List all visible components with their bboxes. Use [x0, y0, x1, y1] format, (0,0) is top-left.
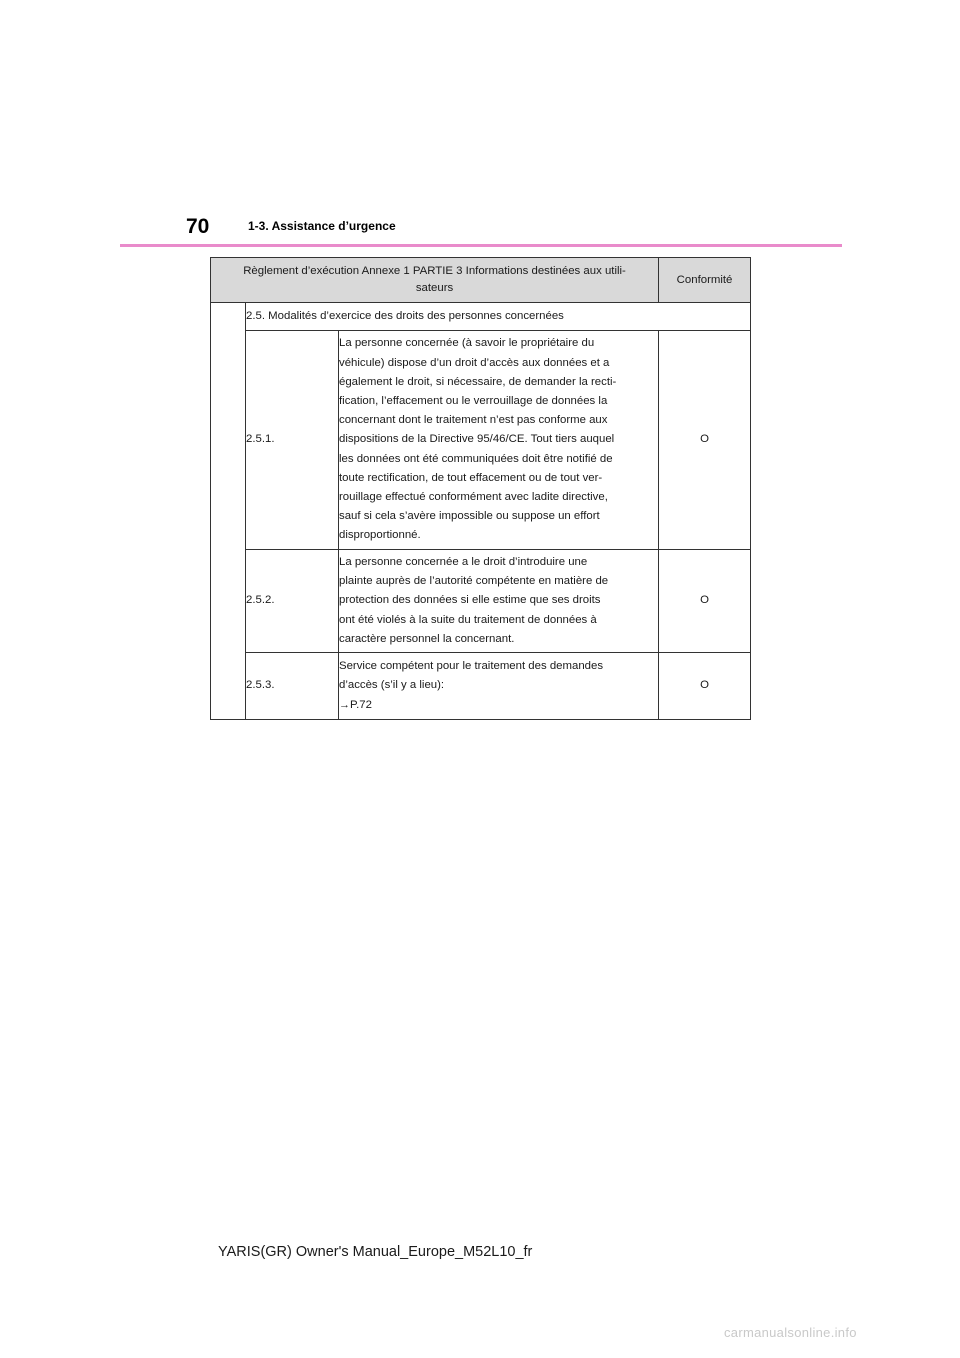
- row-text: [339, 653, 659, 720]
- watermark: carmanualsonline.info: [724, 1325, 857, 1340]
- arrow-right-icon: →: [339, 698, 350, 711]
- row-conformity: O: [659, 653, 751, 720]
- page-reference: P.72: [350, 698, 372, 711]
- row-text-line: véhicule) dispose d’un droit d’accès aux données et a: [339, 356, 610, 369]
- indent-cell: [211, 303, 246, 720]
- regulation-table: [210, 257, 751, 720]
- row-text: [339, 331, 659, 550]
- row-text-line: La personne concernée a le droit d’introduire une: [339, 555, 588, 568]
- row-text-line: concernant dont le traitement n’est pas conforme aux: [339, 414, 608, 427]
- page-number: 70: [186, 215, 210, 238]
- row-conformity: O: [659, 331, 751, 550]
- table-row: [211, 331, 751, 550]
- row-number: 2.5.2.: [246, 550, 339, 653]
- section-title: 1-3. Assistance d’urgence: [248, 219, 396, 233]
- row-text-line: Service compétent pour le traitement des demandes: [339, 660, 604, 673]
- row-text-line: caractère personnel la concernant.: [339, 632, 515, 645]
- row-number: 2.5.3.: [246, 653, 339, 720]
- manual-footer: YARIS(GR) Owner's Manual_Europe_M52L10_fr: [218, 1244, 533, 1260]
- header-regulation-line2: sateurs: [415, 282, 454, 294]
- table-row: [211, 550, 751, 653]
- table-row: [211, 653, 751, 720]
- row-number: 2.5.1.: [246, 331, 339, 550]
- row-conformity: O: [659, 550, 751, 653]
- row-text-line: d’accès (s’il y a lieu):: [339, 679, 445, 692]
- row-text-line: les données ont été communiquées doit être notifié de: [339, 452, 613, 465]
- row-text-line: également le droit, si nécessaire, de demander la recti-: [339, 375, 617, 388]
- row-text-line: protection des données si elle estime que ses droits: [339, 594, 601, 607]
- row-text-line: dispositions de la Directive 95/46/CE. Tout tiers auquel: [339, 433, 615, 446]
- row-text-line: plainte auprès de l’autorité compétente en matière de: [339, 575, 609, 588]
- header-divider: [120, 244, 842, 247]
- table-header-conformity: Conformité: [659, 258, 751, 303]
- row-text-line: La personne concernée (à savoir le propriétaire du: [339, 337, 595, 350]
- row-text-line: ont été violés à la suite du traitement de données à: [339, 613, 597, 626]
- header-regulation-line1: Règlement d’exécution Annexe 1 PARTIE 3 Informations destinées aux utili-: [243, 265, 626, 277]
- table-header-regulation: [211, 258, 659, 303]
- row-text-line: rouillage effectué conformément avec ladite directive,: [339, 491, 608, 503]
- row-text-line: toute rectification, de tout effacement ou de tout ver-: [339, 471, 603, 484]
- table-header-row: [211, 258, 751, 303]
- table-subheading-row: [211, 303, 751, 331]
- row-text: [339, 550, 659, 653]
- table-subheading: 2.5. Modalités d’exercice des droits des personnes concernées: [246, 303, 751, 331]
- row-text-line: fication, l’effacement ou le verrouillage de données la: [339, 394, 608, 407]
- row-text-line: sauf si cela s’avère impossible ou suppose un effort: [339, 510, 600, 523]
- row-text-line: disproportionné.: [339, 529, 421, 542]
